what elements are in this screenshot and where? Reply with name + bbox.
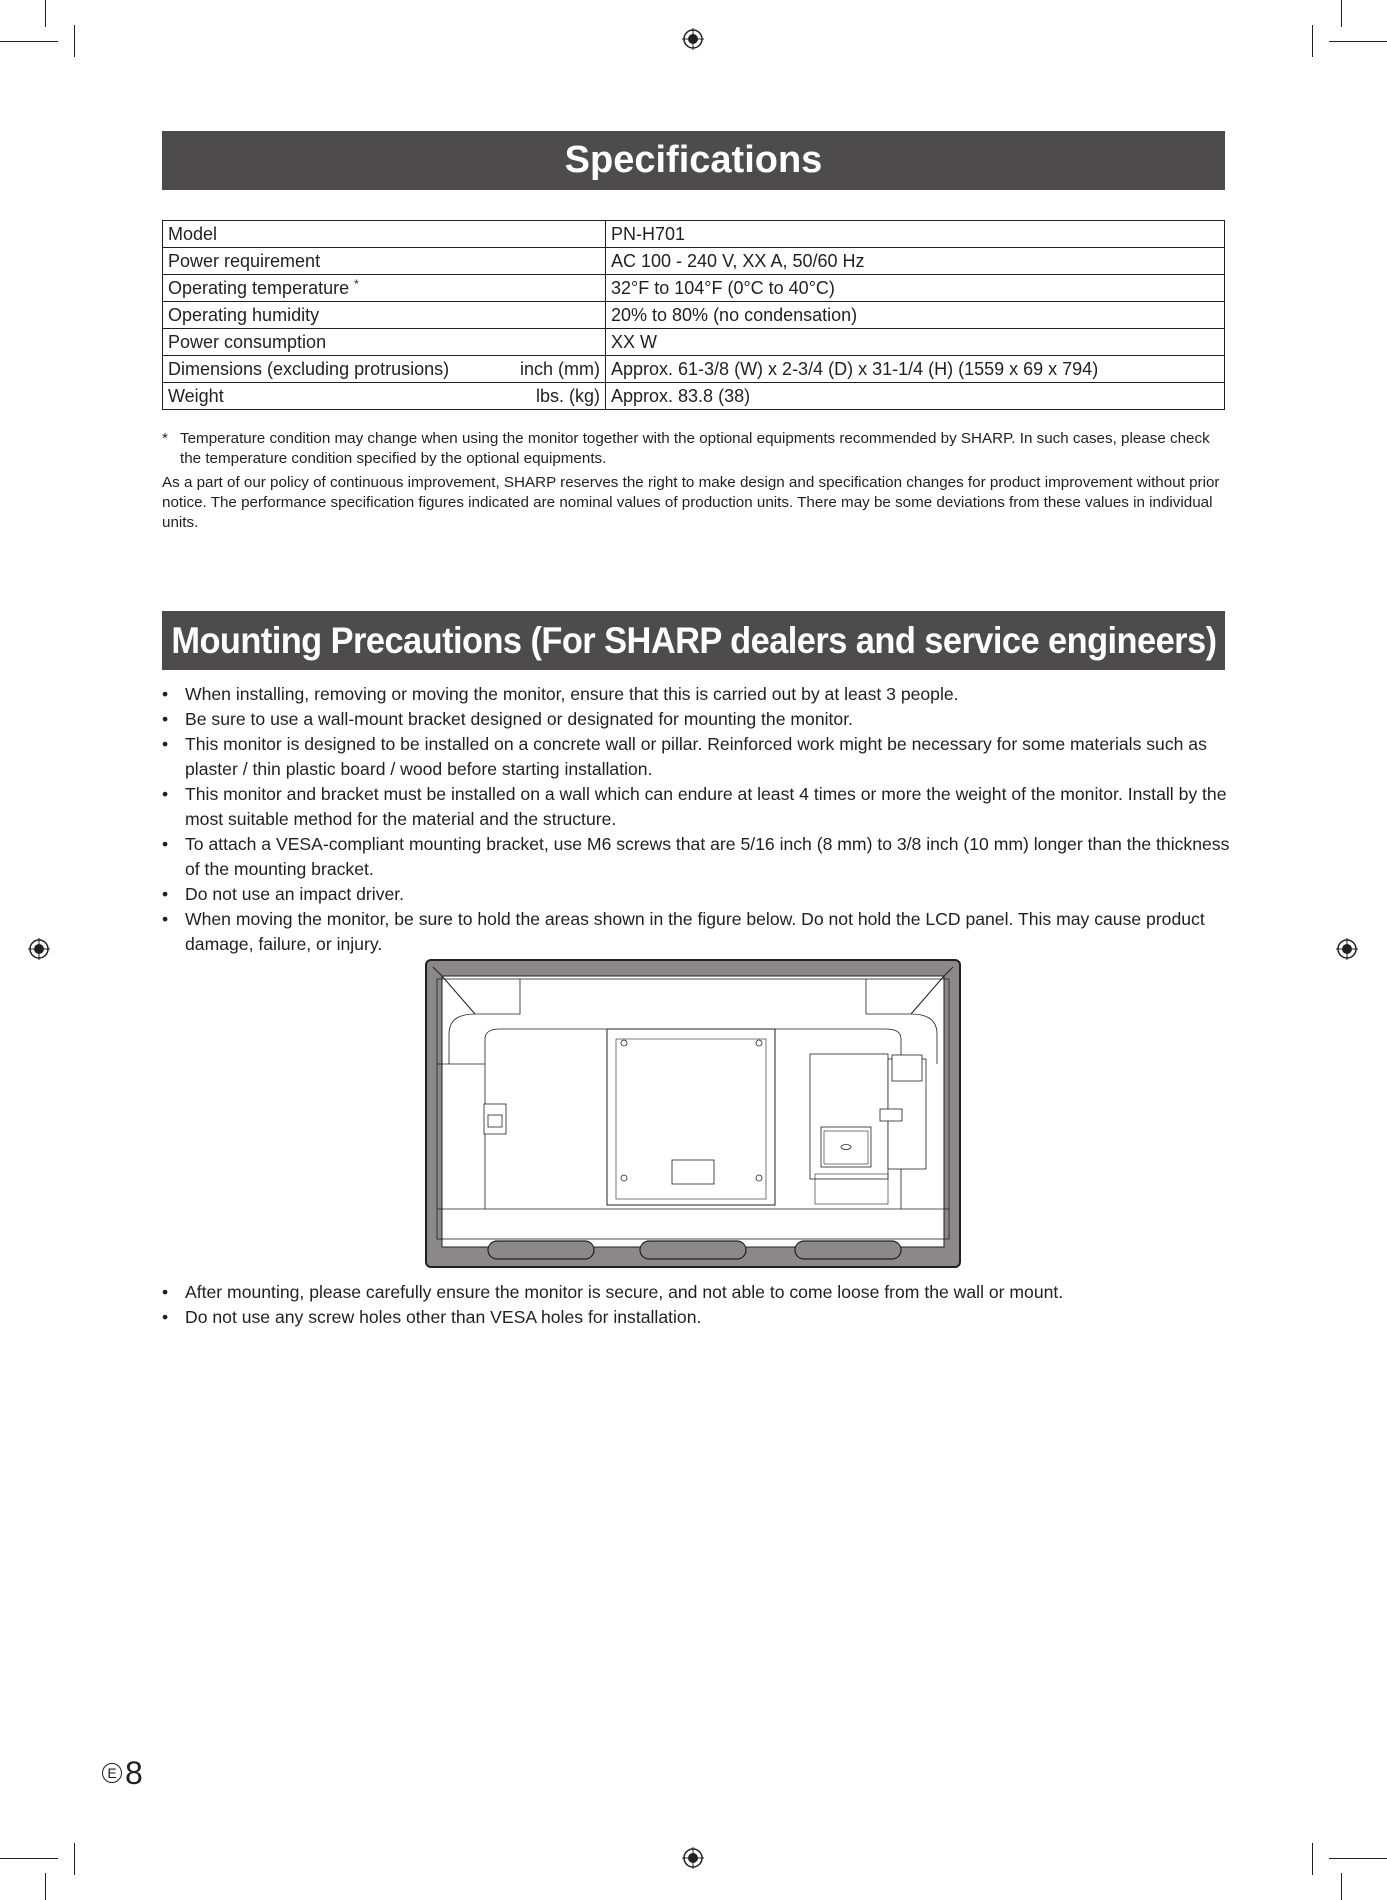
- mounting-precautions-list: [162, 682, 1232, 957]
- mounting-precautions-heading: [162, 611, 1225, 670]
- page-number-value: 8: [125, 1754, 143, 1791]
- spec-label: Power requirement: [163, 248, 606, 275]
- bullet-glyph: •: [162, 734, 169, 754]
- list-item: • This monitor and bracket must be installed on a wall which can endure at least 4 times or more the weight of the monitor. Install by the most suitable method for the material and the structure.: [162, 784, 1227, 829]
- footnote-mark: *: [354, 277, 359, 291]
- spec-value: 20% to 80% (no condensation): [606, 302, 1225, 329]
- table-row: [163, 275, 1225, 302]
- table-row: [163, 248, 1225, 275]
- bullet-glyph: •: [162, 834, 169, 854]
- spec-label: Dimensions (excluding protrusions) inch (mm): [163, 356, 606, 383]
- bullet-glyph: •: [162, 1307, 169, 1327]
- bullet-glyph: •: [162, 784, 169, 804]
- spec-value: XX W: [606, 329, 1225, 356]
- table-row: [163, 329, 1225, 356]
- specifications-title: Specifications: [564, 139, 823, 181]
- table-row: [163, 356, 1225, 383]
- spec-value: 32°F to 104°F (0°C to 40°C): [606, 275, 1225, 302]
- spec-value: AC 100 - 240 V, XX A, 50/60 Hz: [606, 248, 1225, 275]
- list-item: • When moving the monitor, be sure to hold the areas shown in the figure below. Do not hold the LCD panel. This may cause product damage, failure, or injury.: [162, 909, 1205, 954]
- footnote-text: Temperature condition may change when using the monitor together with the optional equipments recommended by SHARP. In such cases, please check the temperature condition specified by the optional equipments.: [180, 430, 1210, 467]
- spec-unit: inch (mm): [520, 359, 600, 379]
- spec-label: Model: [163, 221, 606, 248]
- list-item: • Be sure to use a wall-mount bracket designed or designated for mounting the monitor.: [162, 707, 1232, 732]
- table-row: [163, 383, 1225, 410]
- specifications-heading: [162, 131, 1225, 190]
- language-code: E: [102, 1763, 122, 1783]
- bullet-glyph: •: [162, 884, 169, 904]
- spec-label: Weight lbs. (kg): [163, 383, 606, 410]
- list-item: • To attach a VESA-compliant mounting bracket, use M6 screws that are 5/16 inch (8 mm) to 3/8 inch (10 mm) longer than the thickness of the mounting bracket.: [162, 834, 1230, 879]
- bullet-glyph: •: [162, 909, 169, 929]
- table-row: [163, 221, 1225, 248]
- registration-mark-icon: [28, 938, 50, 960]
- temperature-footnote: [162, 429, 1228, 469]
- table-row: [163, 302, 1225, 329]
- bullet-glyph: •: [162, 684, 169, 704]
- spec-label: Power consumption: [163, 329, 606, 356]
- spec-value: PN-H701: [606, 221, 1225, 248]
- post-mounting-list: [162, 1280, 1232, 1330]
- spec-label: Operating temperature *: [163, 275, 606, 302]
- list-item: • Do not use an impact driver.: [162, 882, 1232, 907]
- mounting-precautions-title: Mounting Precautions (For SHARP dealers and service engineers): [170, 619, 1217, 661]
- monitor-rear-diagram: [425, 959, 961, 1269]
- spec-unit: lbs. (kg): [535, 386, 600, 406]
- page-number: [102, 1755, 143, 1791]
- registration-mark-icon: [682, 1847, 704, 1869]
- bullet-glyph: •: [162, 1282, 169, 1302]
- bullet-glyph: •: [162, 709, 169, 729]
- list-item: • Do not use any screw holes other than VESA holes for installation.: [162, 1305, 1232, 1330]
- list-item: • When installing, removing or moving the monitor, ensure that this is carried out by at least 3 people.: [162, 682, 1232, 707]
- spec-label: Operating humidity: [163, 302, 606, 329]
- registration-mark-icon: [1336, 938, 1358, 960]
- registration-mark-icon: [682, 28, 704, 50]
- specifications-table: [162, 220, 1225, 410]
- footnote-mark: *: [162, 430, 168, 447]
- spec-value: Approx. 61-3/8 (W) x 2-3/4 (D) x 31-1/4 (H) (1559 x 69 x 794): [606, 356, 1225, 383]
- list-item: • This monitor is designed to be installed on a concrete wall or pillar. Reinforced work might be necessary for some materials such as plaster / thin plastic board / wood before starting installation.: [162, 734, 1207, 779]
- spec-value: Approx. 83.8 (38): [606, 383, 1225, 410]
- list-item: • After mounting, please carefully ensure the monitor is secure, and not able to come loose from the wall or mount.: [162, 1280, 1232, 1305]
- policy-paragraph: As a part of our policy of continuous improvement, SHARP reserves the right to make design and specification changes for product improvement without prior notice. The performance specification figures indicated are nominal values of production units. There may be some deviations from these values in individual units.: [162, 474, 1220, 531]
